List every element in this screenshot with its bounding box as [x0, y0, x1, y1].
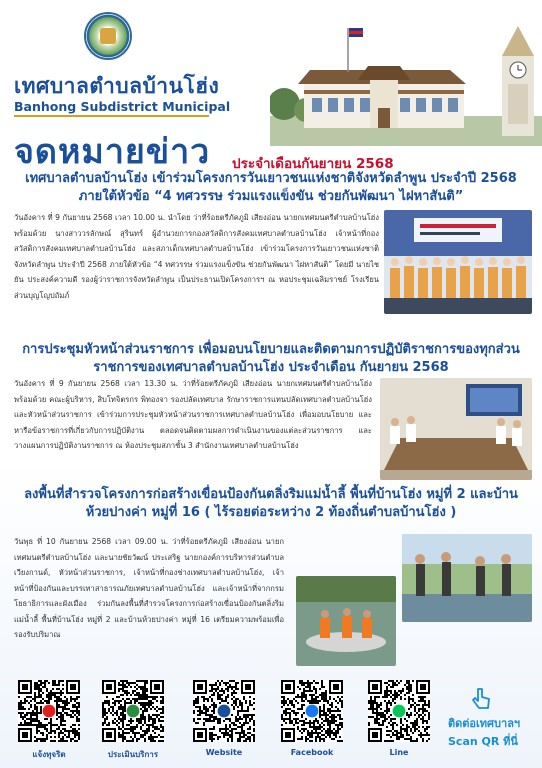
qr-facebook-code[interactable] [281, 680, 343, 742]
meeting-photo [380, 378, 532, 480]
org-name-english: Banhong Subdistrict Municipal [14, 99, 231, 114]
article-2-body: วันอังคาร ที่ 9 กันยายน 2568 เวลา 13.30 น. ว่าที่ร้อยตรีภัคภูมิ เสียงอ่อน นายกเทศมนตรีตำบลบ้านโฮ่ง พร้อมด้วย คณะผู้บริหาร, สิบโทจิตรกร พิทองจา รองปลัดเทศบาล รักษาราชการแทนปลัดเทศบาลตำบลบ้านโฮ่ง และหัวหน้าส่วนราชการ เข้าร่วมการประชุมหัวหน้าส่วนราชการเทศบาลตำบลบ้านโฮ่ง เพื่อมอบนโยบาย และหารือข้อราชการที่เกี่ยวกับการปฏิบัติงาน ตลอดจนติดตามผลการดำเนินงานของแต่ละส่วนราชการ และวางแผนการปฏิบัติงานราชการ ณ ห้องประชุมสภาชั้น 3 สำนักงานเทศบาลตำบลบ้านโฮ่ง [14, 379, 372, 451]
title-divider [14, 115, 209, 117]
facebook-icon [306, 705, 319, 718]
municipal-logo [84, 12, 132, 60]
org-name-thai: เทศบาลตำบลบ้านโฮ่ง [14, 74, 220, 98]
article-3-body: วันพุธ ที่ 10 กันยายน 2568 เวลา 09.00 น. ว่าที่ร้อยตรีภัคภูมิ เสียงอ่อน นายกเทศมนตรีตำบลบ้านโฮ่ง และนายชัยวัฒน์ ประเสริฐ นายกองค์การบริหารส่วนตำบลเวียงกานด์, หัวหน้าส่วนราชการ, เจ้าหน้าที่กองช่างเทศบาลตำบลบ้านโฮ่ง, เจ้าหน้าที่ป้องกันและบรรเทาสาธารณภัยเทศบาลตำบลบ้านโฮ่ง และเจ้าหน้าที่จากกรมโยธาธิการและผังเมือง ร่วมกันลงพื้นที่สำรวจโครงการก่อสร้างเขื่อนป้องกันตลิ่งริมแม่น้ำลี้ พื้นที่บ้านโฮ่ง หมู่ที่ 2 และบ้านห้วยปางค่า หมู่ที่ 16 เตรียมความพร้อมเพื่อรองรับปริมาณ [14, 537, 284, 640]
article-3-title: ลงพื้นที่สำรวจโครงการก่อสร้างเขื่อนป้องกันตลิ่งริมแม่น้ำลี้ พื้นที่บ้านโฮ่ง หมู่ที่ 2 และบ้านห้วยปางค่า หมู่ที่ 16 ( ไร้รอยต่อระหว่าง 2 ท้องถิ่นตำบลบ้านโฮ่ง ) [24, 487, 518, 520]
qr-line-code[interactable] [368, 680, 430, 742]
riverbank-survey-photo [402, 534, 532, 622]
qr-facebook-label: Facebook [290, 748, 334, 757]
boat-survey-photo [296, 576, 396, 666]
youth-day-photo [384, 210, 532, 314]
line-icon [393, 705, 406, 718]
scan-qr-label: Scan QR ที่นี่ [448, 735, 518, 748]
contact-label: ติดต่อเทศบาลฯ [448, 717, 521, 730]
qr-line-label: Line [389, 748, 409, 757]
qr-survey-label: ประเมินบริการ [107, 750, 159, 759]
web-icon [218, 705, 231, 718]
article-1-title: เทศบาลตำบลบ้านโฮ่ง เข้าร่วมโครงการวันเยาวชนแห่งชาติจังหวัดลำพูน ประจำปี 2568 ภายใต้หัวข้อ “4 ทศวรรษ ร่วมแรงแข็งขัน ช่วยกันพัฒนา ไฝหาสันติ” [25, 171, 517, 204]
newsletter-title: จดหมายข่าว [14, 132, 211, 172]
hand-pointer-icon [468, 686, 494, 712]
survey-icon [127, 705, 140, 718]
qr-report-code[interactable] [18, 680, 80, 742]
municipal-building-image [270, 20, 542, 146]
qr-survey-code[interactable] [102, 680, 164, 742]
issue-month: ประจำเดือนกันยายน 2568 [232, 156, 394, 172]
qr-report-label: แจ้งทุจริต [32, 750, 66, 759]
report-icon [43, 705, 56, 718]
article-2-title: การประชุมหัวหน้าส่วนราชการ เพื่อมอบนโยบายและติดตามการปฏิบัติราชการของทุกส่วนราชการของเทศบาลตำบลบ้านโฮ่ง ประจำเดือน กันยายน 2568 [22, 342, 520, 375]
qr-website-label: Website [205, 748, 243, 757]
article-1-body: วันอังคาร ที่ 9 กันยายน 2568 เวลา 10.00 น. นำโดย ว่าที่ร้อยตรีภัคภูมิ เสียงอ่อน นายกเทศมนตรีตำบลบ้านโฮ่ง พร้อมด้วย นางสาววรลักษณ์ สุรินทร์ ผู้อำนวยการกองสวัสดิการสังคมเทศบาลตำบลบ้านโฮ่ง เจ้าหน้าที่กองสวัสดิการสังคมเทศบาลตำบลบ้านโฮ่ง และสภาเด็กเทศบาลตำบลบ้านโฮ่ง เข้าร่วมโครงการวันเยาวชนแห่งชาติจังหวัดลำพูน ประจำปี 2568 ภายใต้หัวข้อ “4 ทศวรรษ ร่วมแรงแข็งขัน ช่วยกันพัฒนา ไฝหาสันติ” โดยมี นายไชยัน ประสงค์ความดี รองผู้ว่าราชการจังหวัดลำพูน เป็นประธานเปิดโครงการฯ ณ หอประชุมเฉลิมราชย์ โรงเรียนส่วนบุญโญปถัมภ์ [14, 213, 379, 300]
qr-website-code[interactable] [193, 680, 255, 742]
